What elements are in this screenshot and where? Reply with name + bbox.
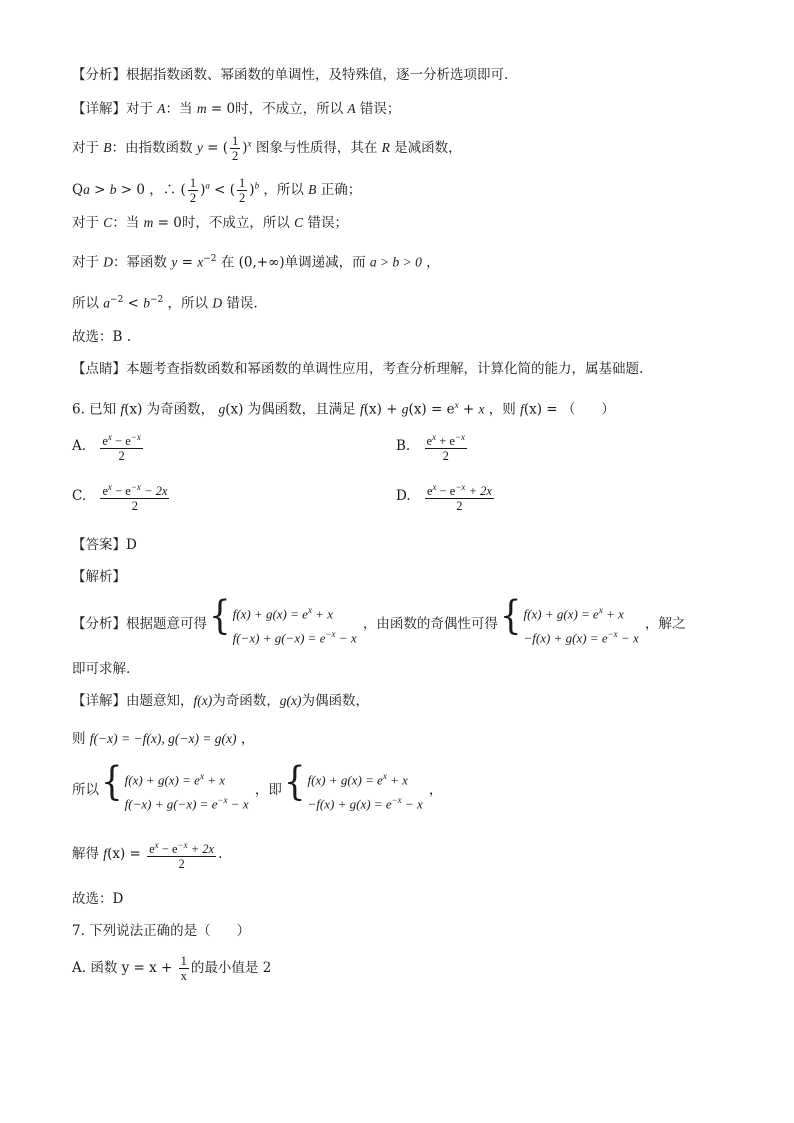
analysis-text: 根据指数函数、幂函数的单调性，及特殊值，逐一分析选项即可. — [126, 67, 509, 83]
math: = — [177, 254, 198, 271]
brace: { — [283, 758, 306, 805]
math: f — [120, 401, 125, 417]
system-rows — [308, 766, 423, 815]
denominator: 2 — [178, 857, 185, 872]
text: ：幂函数 — [113, 254, 172, 271]
numerator — [100, 480, 169, 499]
math: a > b > 0 — [369, 254, 422, 270]
text: ，则 — [484, 401, 521, 418]
exponent: x — [154, 840, 159, 850]
num-part: − e — [112, 484, 131, 499]
solution-tag: 【解析】 — [72, 569, 126, 585]
exponent: −x — [177, 840, 188, 850]
equation-system — [209, 592, 357, 649]
text: 解得 — [72, 846, 104, 863]
text: 单调递减，而 — [284, 254, 370, 271]
math: C — [294, 215, 304, 230]
math: a — [83, 182, 90, 197]
math: f(x) + g(x) = e — [232, 606, 308, 622]
math: ) — [200, 182, 206, 198]
math: − x — [335, 630, 357, 646]
num-part: − 2x — [140, 484, 168, 499]
denominator: x — [180, 969, 187, 983]
analysis-tag: 【分析】 — [72, 615, 126, 632]
numerator — [100, 430, 143, 449]
question-6 — [72, 396, 615, 419]
math: −f(x) + g(x) = e — [307, 796, 392, 812]
option-d[interactable] — [396, 480, 496, 513]
text: 对于 — [126, 101, 158, 117]
denominator: 2 — [232, 149, 239, 163]
exponent: x — [247, 138, 252, 149]
math: + x — [386, 772, 408, 788]
detail-line-d — [72, 250, 440, 272]
math: > — [89, 182, 110, 198]
text: ， — [424, 781, 443, 798]
option-label: A. — [72, 438, 87, 455]
analysis-line — [72, 66, 508, 84]
text: ， — [236, 731, 255, 747]
math: f(x) + g(x) = e — [124, 772, 200, 788]
exponent: −x — [130, 482, 141, 492]
text: ，所以 — [163, 295, 213, 312]
text: 6. 已知 — [72, 401, 121, 418]
system-row — [308, 766, 423, 790]
fraction — [188, 176, 198, 205]
text: = 0时，不成立，所以 — [153, 215, 295, 231]
option-b[interactable] — [396, 430, 469, 463]
math: − x — [227, 796, 249, 812]
text: = 0时，不成立，所以 — [206, 101, 348, 117]
text: ，所以 — [259, 182, 309, 198]
numerator — [147, 838, 216, 857]
math: ) — [249, 182, 255, 198]
text: 为奇函数， — [212, 693, 280, 709]
text: 7. 下列说法正确的是（ — [72, 923, 211, 939]
math: (x) = — [107, 846, 146, 863]
system-line — [72, 758, 443, 815]
math: g — [218, 401, 226, 417]
text: 错误. — [222, 295, 258, 312]
math: + — [458, 401, 479, 418]
text: 为偶函数， — [301, 693, 369, 709]
numerator — [425, 480, 494, 499]
text: ） — [236, 923, 251, 939]
text: ，解之 — [640, 615, 686, 632]
detail-line-c — [72, 214, 348, 232]
system-row — [233, 600, 357, 624]
q7-option-a[interactable] — [72, 954, 271, 983]
answer-tag: 【答案】 — [72, 537, 126, 553]
math: x — [478, 401, 485, 417]
math: (x) = （ — [523, 401, 576, 418]
text: ，即 — [250, 781, 282, 798]
math: B — [308, 182, 317, 197]
equation-system — [499, 592, 639, 649]
math: Q — [72, 182, 84, 198]
math: b — [109, 182, 117, 197]
exponent: −x — [391, 795, 402, 806]
text: 所以 — [72, 295, 104, 312]
option-label: B. — [396, 438, 411, 455]
system-row — [125, 790, 249, 814]
math: A — [347, 101, 356, 116]
denominator: 2 — [239, 191, 246, 205]
analysis-tag: 【分析】 — [72, 67, 126, 83]
num-part: + 2x — [187, 842, 215, 857]
exponent: −2 — [149, 295, 164, 305]
fraction — [147, 838, 216, 871]
math: a — [103, 295, 111, 311]
system-rows — [233, 600, 357, 649]
text: ：当 — [112, 215, 144, 231]
parity-line — [72, 730, 254, 748]
fraction — [179, 954, 189, 983]
exponent: −x — [455, 482, 466, 492]
exponent: −x — [130, 432, 141, 442]
math: (x) = e — [408, 401, 455, 418]
system-row — [308, 790, 423, 814]
detail-tag: 【详解】 — [72, 693, 126, 709]
math: < — [123, 295, 144, 312]
fraction — [100, 430, 143, 463]
math: f(−x) = −f(x), g(−x) = g(x) — [89, 731, 237, 746]
exponent: a — [205, 180, 210, 191]
math: (x) — [124, 401, 143, 418]
fraction — [230, 134, 240, 163]
math: g(x) — [279, 693, 302, 708]
math: + x — [311, 606, 333, 622]
system-row — [524, 600, 639, 624]
math: y — [196, 140, 203, 155]
numerator: 1 — [180, 954, 187, 968]
brace: { — [499, 592, 522, 639]
question-7 — [72, 922, 250, 940]
num-part: e — [426, 484, 433, 499]
math: y — [171, 254, 178, 270]
math: ) — [242, 140, 248, 156]
math: C — [103, 215, 113, 230]
detail-line-a — [72, 100, 400, 118]
equation-system — [283, 758, 423, 815]
denominator: 2 — [131, 499, 139, 514]
system-row — [125, 766, 249, 790]
text: 对于 — [72, 215, 104, 231]
text: 在 — [216, 254, 239, 271]
math: f — [520, 401, 524, 417]
detail-line-d2 — [72, 291, 258, 313]
numerator: 1 — [232, 134, 239, 148]
text: 错误； — [303, 215, 348, 231]
brace: { — [101, 758, 123, 805]
brace: { — [209, 592, 231, 639]
num-part: + e — [436, 434, 455, 449]
exponent: b — [254, 180, 260, 191]
denominator: 2 — [118, 449, 125, 464]
exponent: −x — [217, 795, 228, 806]
text: . — [218, 846, 223, 863]
exponent: −x — [607, 629, 618, 640]
exponent: −2 — [110, 295, 124, 305]
text: 则 — [72, 731, 90, 747]
choose-line-2: 故选：D — [72, 891, 124, 907]
exponent: x — [598, 605, 603, 615]
math: f(x) + g(x) = e — [307, 772, 383, 788]
option-label: A. — [72, 960, 91, 976]
answer-value: D — [126, 537, 137, 553]
text: ：当 — [165, 101, 197, 117]
text: 根据题意可得 — [126, 615, 207, 632]
analysis-6-line — [72, 592, 686, 649]
numerator: 1 — [239, 176, 246, 190]
math: A — [157, 101, 166, 116]
math: + x — [602, 606, 624, 622]
fraction — [100, 480, 169, 513]
exponent: x — [382, 771, 387, 781]
math: (x) — [225, 401, 244, 418]
math: R — [381, 140, 390, 155]
comment-text: 本题考查指数函数和幂函数的单调性应用，考查分析理解，计算化简的能力，属基础题. — [126, 361, 644, 377]
exponent: x — [107, 432, 112, 442]
math: m — [196, 101, 207, 116]
denominator: 2 — [456, 499, 463, 514]
math: b — [143, 295, 150, 311]
exponent: −2 — [203, 254, 217, 264]
num-part: e — [426, 434, 433, 449]
math: f(x) + g(x) = e — [523, 606, 599, 622]
num-part: e — [149, 842, 155, 857]
detail-line-b — [72, 134, 462, 163]
system-rows — [125, 766, 249, 815]
num-part: − e — [158, 842, 178, 857]
choose-line: 故选：B . — [72, 329, 132, 345]
math: < ( — [209, 182, 236, 198]
text: ） — [601, 401, 615, 418]
text: ， — [421, 254, 440, 271]
equation-system — [101, 758, 249, 815]
numerator: 1 — [189, 176, 197, 190]
option-c[interactable] — [72, 480, 171, 513]
math: − x — [401, 796, 423, 812]
exponent: x — [432, 432, 437, 442]
text: 由题意知， — [126, 693, 194, 709]
exponent: x — [307, 605, 312, 615]
detail-line-b2 — [72, 176, 361, 205]
answer-line — [72, 536, 137, 554]
fraction — [237, 176, 247, 205]
math: D — [212, 295, 223, 311]
text: 正确； — [316, 182, 362, 198]
system-row — [524, 624, 639, 648]
text: 错误； — [355, 101, 401, 117]
math: B — [103, 140, 112, 155]
math: −f(x) + g(x) = e — [523, 630, 608, 646]
num-part: e — [102, 434, 108, 449]
text: ：由指数函数 — [111, 140, 197, 156]
exponent: x — [199, 771, 204, 781]
result-line — [72, 838, 222, 871]
exponent: x — [432, 482, 437, 492]
exponent: x — [108, 482, 112, 492]
exponent: −x — [454, 432, 466, 442]
math: D — [103, 254, 114, 270]
math: f(−x) + g(−x) = e — [232, 630, 326, 646]
fraction — [425, 430, 468, 463]
text: 是减函数， — [389, 140, 462, 156]
text: 为奇函数， — [142, 401, 219, 418]
math: > 0 ，∴ ( — [116, 182, 186, 198]
denominator: 2 — [442, 449, 449, 464]
text: 对于 — [72, 254, 104, 271]
option-a[interactable] — [72, 430, 145, 463]
text: 为偶函数，且满足 — [243, 401, 360, 418]
comment-tag: 【点睛】 — [72, 361, 126, 377]
text: 图象与性质得，其在 — [251, 140, 382, 156]
math: (0,+∞) — [238, 254, 285, 271]
math: f(−x) + g(−x) = e — [124, 796, 218, 812]
detail-6-line — [72, 692, 369, 710]
text: 函数 y = x + — [90, 960, 177, 976]
math: g — [401, 401, 409, 417]
system-row — [233, 624, 357, 648]
num-part: e — [102, 484, 108, 499]
math: = ( — [202, 140, 229, 156]
math: f(x) — [193, 693, 213, 708]
math: m — [143, 215, 154, 230]
math: + x — [203, 772, 225, 788]
option-label: D. — [396, 488, 411, 505]
numerator — [425, 430, 468, 449]
exponent: x — [454, 400, 459, 410]
math: − x — [617, 630, 639, 646]
num-part: − e — [111, 434, 131, 449]
num-part: − e — [436, 484, 456, 499]
math: f — [103, 846, 108, 862]
text: 的最小值是 2 — [190, 960, 272, 976]
system-rows — [524, 600, 639, 649]
detail-tag: 【详解】 — [72, 101, 126, 117]
exponent: −x — [325, 629, 336, 640]
text: 所以 — [72, 781, 99, 798]
text: 对于 — [72, 140, 104, 156]
analysis-6-cont: 即可求解. — [72, 661, 131, 677]
math: f — [359, 401, 364, 417]
option-label: C. — [72, 488, 87, 505]
fraction — [425, 480, 494, 513]
num-part: + 2x — [465, 484, 492, 499]
math: x — [197, 254, 204, 270]
math: (x) + — [363, 401, 402, 418]
comment-line — [72, 360, 643, 378]
text: ，由函数的奇偶性可得 — [358, 615, 498, 632]
denominator: 2 — [189, 191, 197, 205]
